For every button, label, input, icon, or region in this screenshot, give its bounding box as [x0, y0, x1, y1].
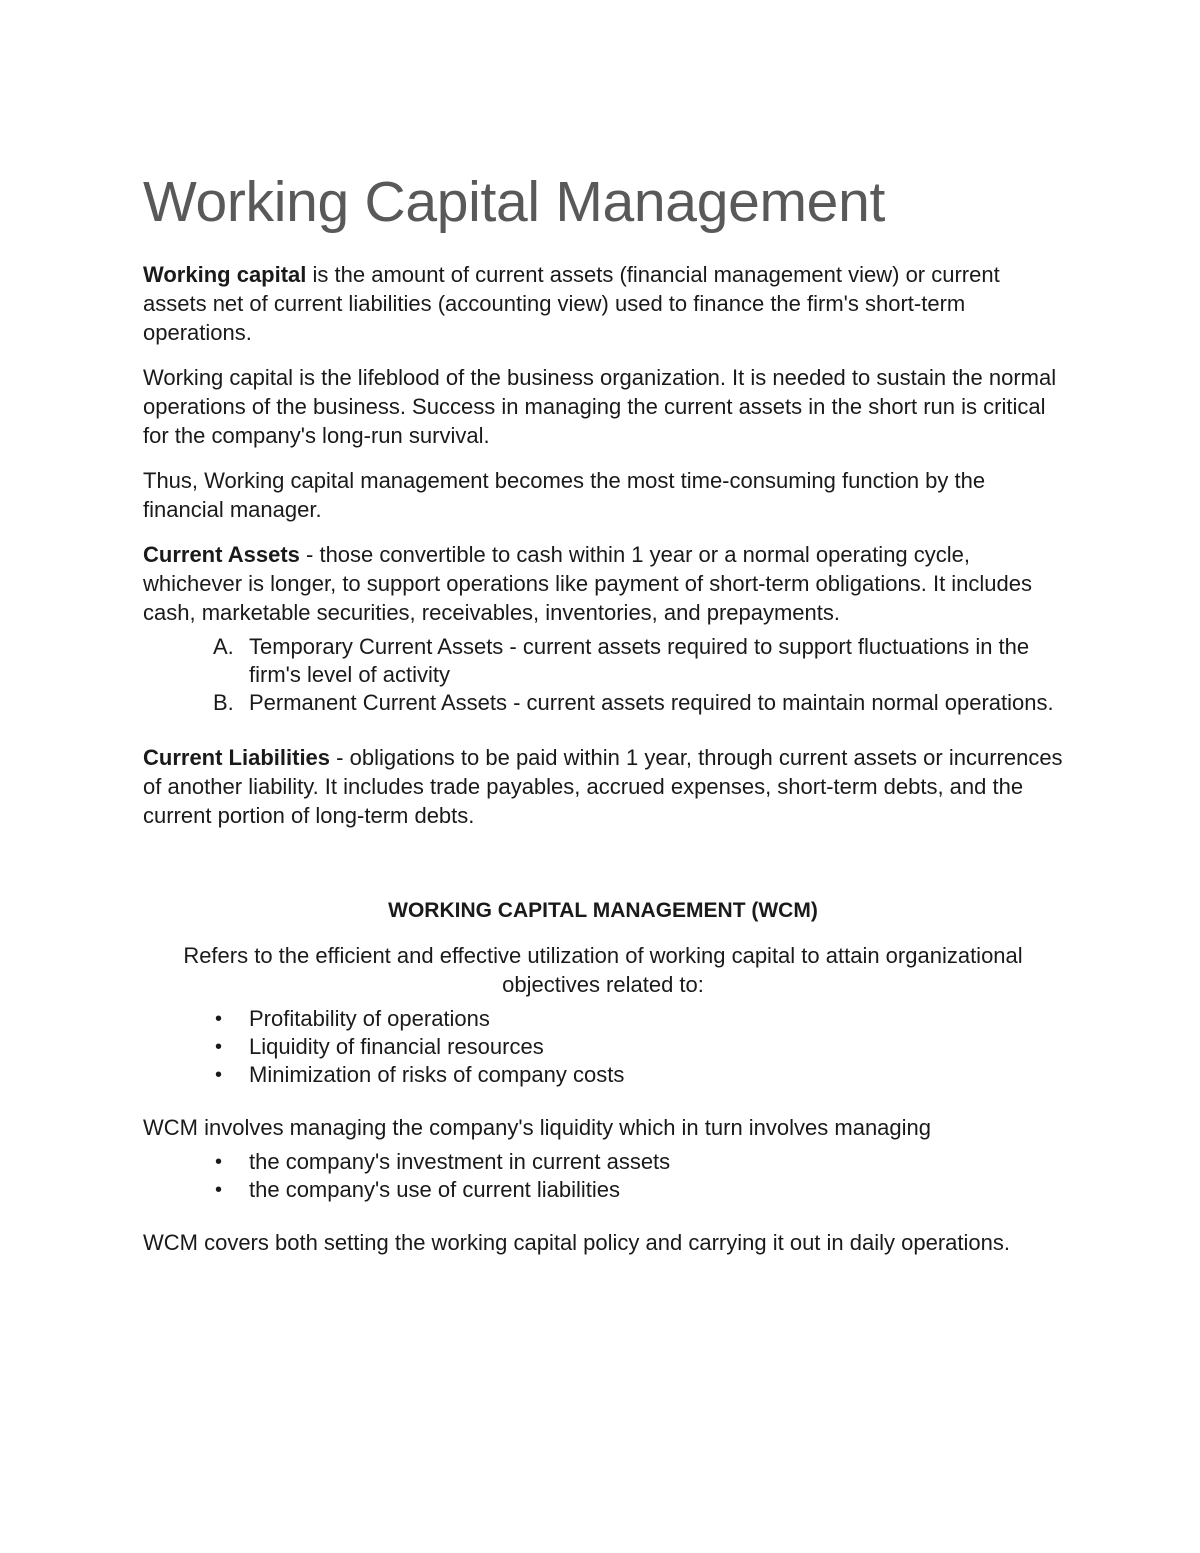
- list-item-text: the company's investment in current assets: [249, 1149, 671, 1174]
- list-item: [143, 1033, 1063, 1061]
- list-item: [143, 1148, 1063, 1176]
- section-heading-wcm: WORKING CAPITAL MANAGEMENT (WCM): [388, 899, 818, 922]
- asset-types-list: [143, 633, 1063, 717]
- list-item-text: Temporary Current Assets - current assets required to support fluctuations in the firm's level of activity: [249, 634, 1030, 687]
- list-item: [143, 689, 1063, 717]
- wcm-intro: Refers to the efficient and effective utilization of working capital to attain organizational objectives related to:: [183, 943, 1023, 997]
- time-consuming-paragraph: Thus, Working capital management becomes the most time-consuming function by the financial manager.: [143, 468, 986, 522]
- current-liabilities-definition: [143, 743, 1063, 830]
- current-assets-definition-text: - those convertible to cash within 1 year or a normal operating cycle, whichever is longer, to support operations like payment of short-term obligations. It includes cash, marketable securities, receivables, inventories, and prepayments.: [143, 542, 1033, 625]
- lifeblood-paragraph: Working capital is the lifeblood of the business organization. It is needed to sustain the normal operations of the business. Success in managing the current assets in the short run is critical for the company's long-run survival.: [143, 365, 1057, 448]
- term-current-liabilities: Current Liabilities: [143, 745, 331, 770]
- bullet-icon: •: [215, 1064, 223, 1086]
- bullet-icon: •: [215, 1151, 223, 1173]
- list-item-text: Profitability of operations: [249, 1006, 490, 1031]
- page-title: Working Capital Management: [143, 170, 886, 234]
- list-item-text: Minimization of risks of company costs: [249, 1062, 625, 1087]
- working-capital-definition: [143, 260, 1063, 347]
- list-marker: B.: [213, 690, 234, 715]
- list-marker: A.: [213, 634, 234, 659]
- list-item: [143, 633, 1063, 689]
- working-capital-definition-text: is the amount of current assets (financial management view) or current assets net of current liabilities (accounting view) used to finance the firm's short-term operations.: [143, 262, 1000, 345]
- list-item-text: Liquidity of financial resources: [249, 1034, 544, 1059]
- bullet-icon: •: [215, 1008, 223, 1030]
- closing-paragraph: WCM covers both setting the working capital policy and carrying it out in daily operations.: [143, 1230, 1010, 1255]
- objectives-list: [143, 1005, 1063, 1089]
- list-item: [143, 1061, 1063, 1089]
- spacer: [143, 846, 1063, 896]
- term-working-capital: Working capital: [143, 262, 307, 287]
- liquidity-paragraph: WCM involves managing the company's liquidity which in turn involves managing: [143, 1115, 932, 1140]
- bullet-icon: •: [215, 1179, 223, 1201]
- current-assets-definition: [143, 540, 1063, 627]
- list-item: [143, 1176, 1063, 1204]
- term-current-assets: Current Assets: [143, 542, 300, 567]
- bullet-icon: •: [215, 1036, 223, 1058]
- current-liabilities-definition-text: - obligations to be paid within 1 year, through current assets or incurrences of another liability. It includes trade payables, accrued expenses, short-term debts, and the current portion of long-term debts.: [143, 745, 1063, 828]
- document-body: [143, 166, 1063, 1273]
- list-item: [143, 1005, 1063, 1033]
- list-item-text: Permanent Current Assets - current assets required to maintain normal operations.: [249, 690, 1054, 715]
- liquidity-list: [143, 1148, 1063, 1204]
- list-item-text: the company's use of current liabilities: [249, 1177, 621, 1202]
